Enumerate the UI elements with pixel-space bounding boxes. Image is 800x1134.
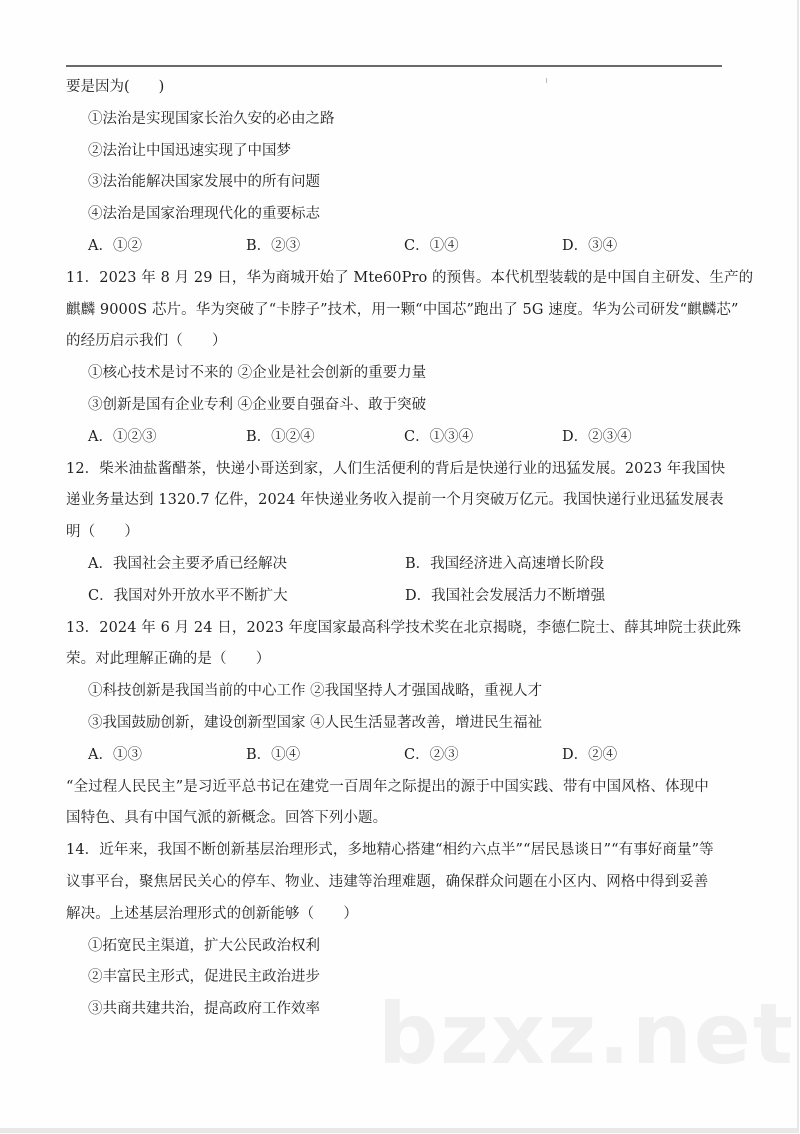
answer-options-row-1: [66, 549, 726, 581]
statement-row: ③创新是国有企业专利 ④企业要自强奋斗、敢于突破: [88, 396, 427, 413]
option-c: C．①④: [404, 237, 459, 254]
statement-row: ①科技创新是我国当前的中心工作 ②我国坚持人才强国战略，重视人才: [88, 683, 543, 700]
option-a: A．①②: [88, 237, 142, 254]
question-stem-line: 递业务量达到 1320.7 亿件，2024 年快递业务收入提前一个月突破万亿元。我国快递行业迅猛发展表: [66, 492, 724, 509]
option-c: C．我国对外开放水平不断扩大: [88, 587, 288, 604]
option-a: A．我国社会主要矛盾已经解决: [88, 555, 287, 572]
option-d: D．③④: [562, 237, 618, 254]
question-stem-line: 14．近年来，我国不断创新基层治理形式，多地精心搭建“相约六点半”“居民恳谈日”“有事好商量”等: [66, 842, 714, 859]
statement-4: ④法治是国家治理现代化的重要标志: [88, 206, 320, 223]
material-line: “全过程人民民主”是习近平总书记在建党一百周年之际提出的源于中国实践、带有中国风格、体现中: [66, 778, 709, 795]
option-d: D．我国社会发展活力不断增强: [405, 587, 606, 604]
reading-material: [66, 772, 726, 836]
question-content: [66, 72, 754, 1026]
statement-1: ①法治是实现国家长治久安的必由之路: [88, 110, 335, 127]
statement-2: ②法治让中国迅速实现了中国梦: [88, 142, 291, 159]
question-14: [66, 835, 726, 1026]
question-stem-line: 荣。对此理解正确的是（ ）: [66, 651, 271, 668]
question-13: [66, 613, 742, 772]
option-d: D．②④: [562, 746, 618, 763]
site-watermark: bzxz.net: [378, 985, 795, 1083]
question-11: [66, 263, 754, 454]
option-c: C．②③: [404, 746, 459, 763]
question-stem-line: 麒麟 9000S 芯片。华为突破了“卡脖子”技术，用一颗“中国芯”跑出了 5G 速度。华为公司研发“麒麟芯”: [66, 301, 739, 318]
question-stem-line: 解决。上述基层治理形式的创新能够（ ）: [66, 905, 358, 922]
statement-1: ①拓宽民主渠道，扩大公民政治权利: [88, 937, 320, 954]
statement-2: ②丰富民主形式，促进民主政治进步: [88, 969, 320, 986]
question-stem-line: 13．2024 年 6 月 24 日，2023 年度国家最高科学技术奖在北京揭晓，李德仁院士、薛其坤院士获此殊: [66, 619, 742, 636]
question-12: [66, 454, 726, 613]
question-10-tail: [66, 72, 726, 263]
option-b: B．①④: [246, 746, 301, 763]
option-d: D．②③④: [562, 428, 632, 445]
statement-row: ③我国鼓励创新，建设创新型国家 ④人民生活显著改善，增进民生福祉: [88, 714, 543, 731]
option-a: A．①②③: [88, 428, 157, 445]
question-stem-line: 议事平台，聚焦居民关心的停车、物业、违建等治理难题，确保群众问题在小区内、网格中得到妥善: [66, 873, 709, 890]
option-a: A．①③: [88, 746, 142, 763]
answer-options: [66, 422, 726, 454]
answer-options: [66, 231, 726, 263]
option-b: B．②③: [246, 237, 301, 254]
statement-3: ③共商共建共治，提高政府工作效率: [88, 1001, 320, 1018]
option-b: B．我国经济进入高速增长阶段: [405, 555, 605, 572]
question-stem-line: 12．柴米油盐酱醋茶，快递小哥送到家，人们生活便利的背后是快递行业的迅猛发展。2023 年我国快: [66, 460, 726, 477]
answer-options: [66, 740, 726, 772]
answer-options-row-2: [66, 581, 726, 613]
question-stem-line: 明（ ）: [66, 524, 139, 541]
statement-3: ③法治能解决国家发展中的所有问题: [88, 174, 320, 191]
option-c: C．①③④: [404, 428, 474, 445]
statement-row: ①核心技术是讨不来的 ②企业是社会创新的重要力量: [88, 365, 427, 382]
material-line: 国特色、具有中国气派的新概念。回答下列小题。: [66, 810, 388, 827]
question-stem-end: 要是因为( ): [66, 79, 165, 95]
question-stem-line: 11．2023 年 8 月 29 日，华为商城开始了 Mte60Pro 的预售。本代机型装载的是中国自主研发、生产的: [66, 269, 754, 286]
question-stem-line: 的经历启示我们（ ）: [66, 333, 227, 350]
option-b: B．①②④: [246, 428, 315, 445]
header-rule: [66, 65, 722, 67]
